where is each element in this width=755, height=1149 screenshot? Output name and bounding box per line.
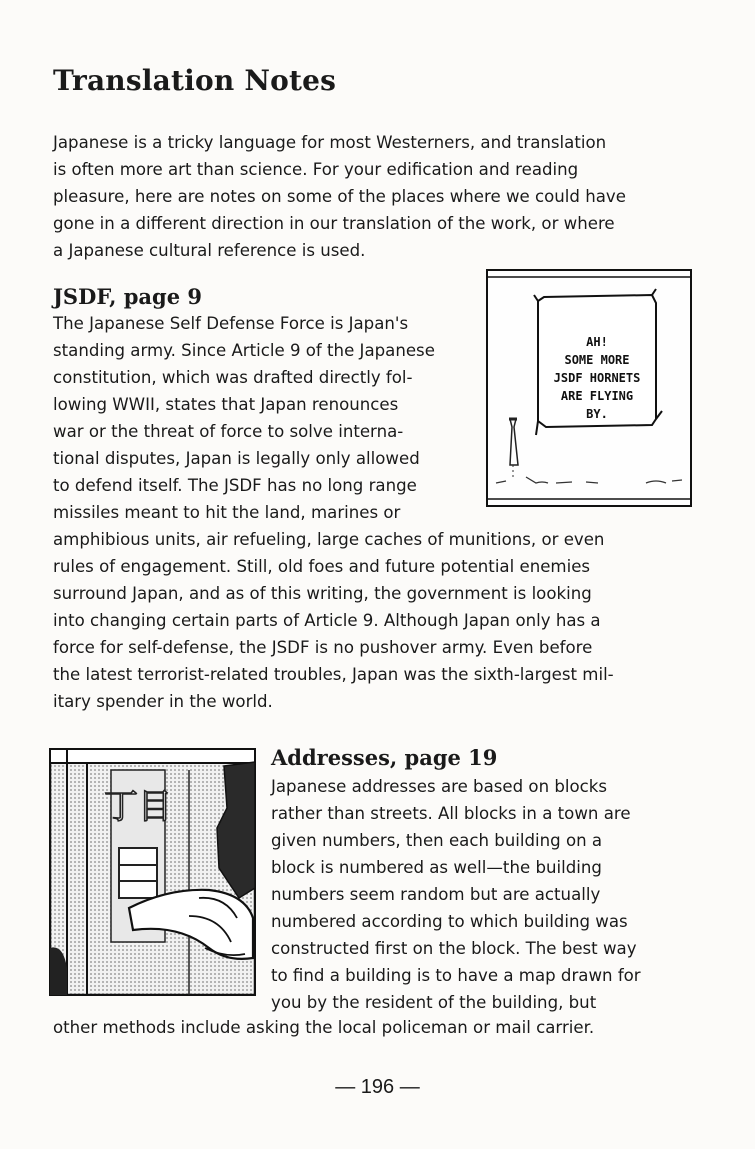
- addresses-line: to find a building is to have a map drawn for: [271, 966, 641, 985]
- manga-panel-addresses-art: [49, 748, 256, 996]
- speech-line: JSDF HORNETS: [553, 371, 641, 385]
- jsdf-line: to defend itself. The JSDF has no long range: [53, 476, 417, 495]
- section-heading-jsdf: JSDF, page 9: [53, 284, 202, 309]
- address-sign-kanji: 丁目: [104, 787, 172, 827]
- manga-panel-jsdf: [486, 269, 692, 507]
- speech-line: ARE FLYING: [560, 389, 634, 403]
- jsdf-line: rules of engagement. Still, old foes and future potential enemies: [53, 557, 591, 576]
- addresses-line: rather than streets. All blocks in a town are: [271, 804, 631, 823]
- addresses-line: Japanese addresses are based on blocks: [271, 777, 608, 796]
- jsdf-line: into changing certain parts of Article 9. Although Japan only has a: [53, 611, 601, 630]
- jsdf-line: force for self-defense, the JSDF is no pushover army. Even before: [53, 638, 593, 657]
- jsdf-line: missiles meant to hit the land, marines or: [53, 503, 401, 522]
- addresses-line: numbers seem random but are actually: [271, 885, 601, 904]
- addresses-line: constructed first on the block. The best way: [271, 939, 637, 958]
- jsdf-line: itary spender in the world.: [53, 692, 273, 711]
- page-title: Translation Notes: [53, 64, 337, 97]
- section-heading-addresses: Addresses, page 19: [271, 745, 498, 770]
- jsdf-line: surround Japan, and as of this writing, the government is looking: [53, 584, 592, 603]
- jsdf-line: war or the threat of force to solve interna-: [53, 422, 404, 441]
- intro-line: a Japanese cultural reference is used.: [53, 241, 366, 260]
- jsdf-line: tional disputes, Japan is legally only allowed: [53, 449, 420, 468]
- jsdf-line: the latest terrorist-related troubles, Japan was the sixth-largest mil-: [53, 665, 614, 684]
- jsdf-line: constitution, which was drafted directly fol-: [53, 368, 413, 387]
- speech-line: BY.: [586, 407, 608, 421]
- intro-line: Japanese is a tricky language for most Westerners, and translation: [53, 133, 607, 152]
- jsdf-line: amphibious units, air refueling, large caches of munitions, or even: [53, 530, 605, 549]
- manga-panel-addresses: [49, 748, 256, 996]
- jsdf-line: standing army. Since Article 9 of the Japanese: [53, 341, 435, 360]
- addresses-line: numbered according to which building was: [271, 912, 628, 931]
- speech-line: AH!: [586, 335, 608, 349]
- intro-line: gone in a different direction in our translation of the work, or where: [53, 214, 615, 233]
- intro-line: pleasure, here are notes on some of the places where we could have: [53, 187, 626, 206]
- page-number: — 196 —: [335, 1076, 420, 1098]
- addresses-line: other methods include asking the local policeman or mail carrier.: [53, 1018, 595, 1037]
- addresses-line: block is numbered as well—the building: [271, 858, 602, 877]
- speech-line: SOME MORE: [564, 353, 630, 367]
- addresses-line: given numbers, then each building on a: [271, 831, 603, 850]
- intro-line: is often more art than science. For your edification and reading: [53, 160, 579, 179]
- addresses-line: you by the resident of the building, but: [271, 993, 597, 1012]
- manga-panel-jsdf-art: [486, 269, 692, 507]
- jsdf-line: The Japanese Self Defense Force is Japan's: [53, 314, 409, 333]
- jsdf-line: lowing WWII, states that Japan renounces: [53, 395, 399, 414]
